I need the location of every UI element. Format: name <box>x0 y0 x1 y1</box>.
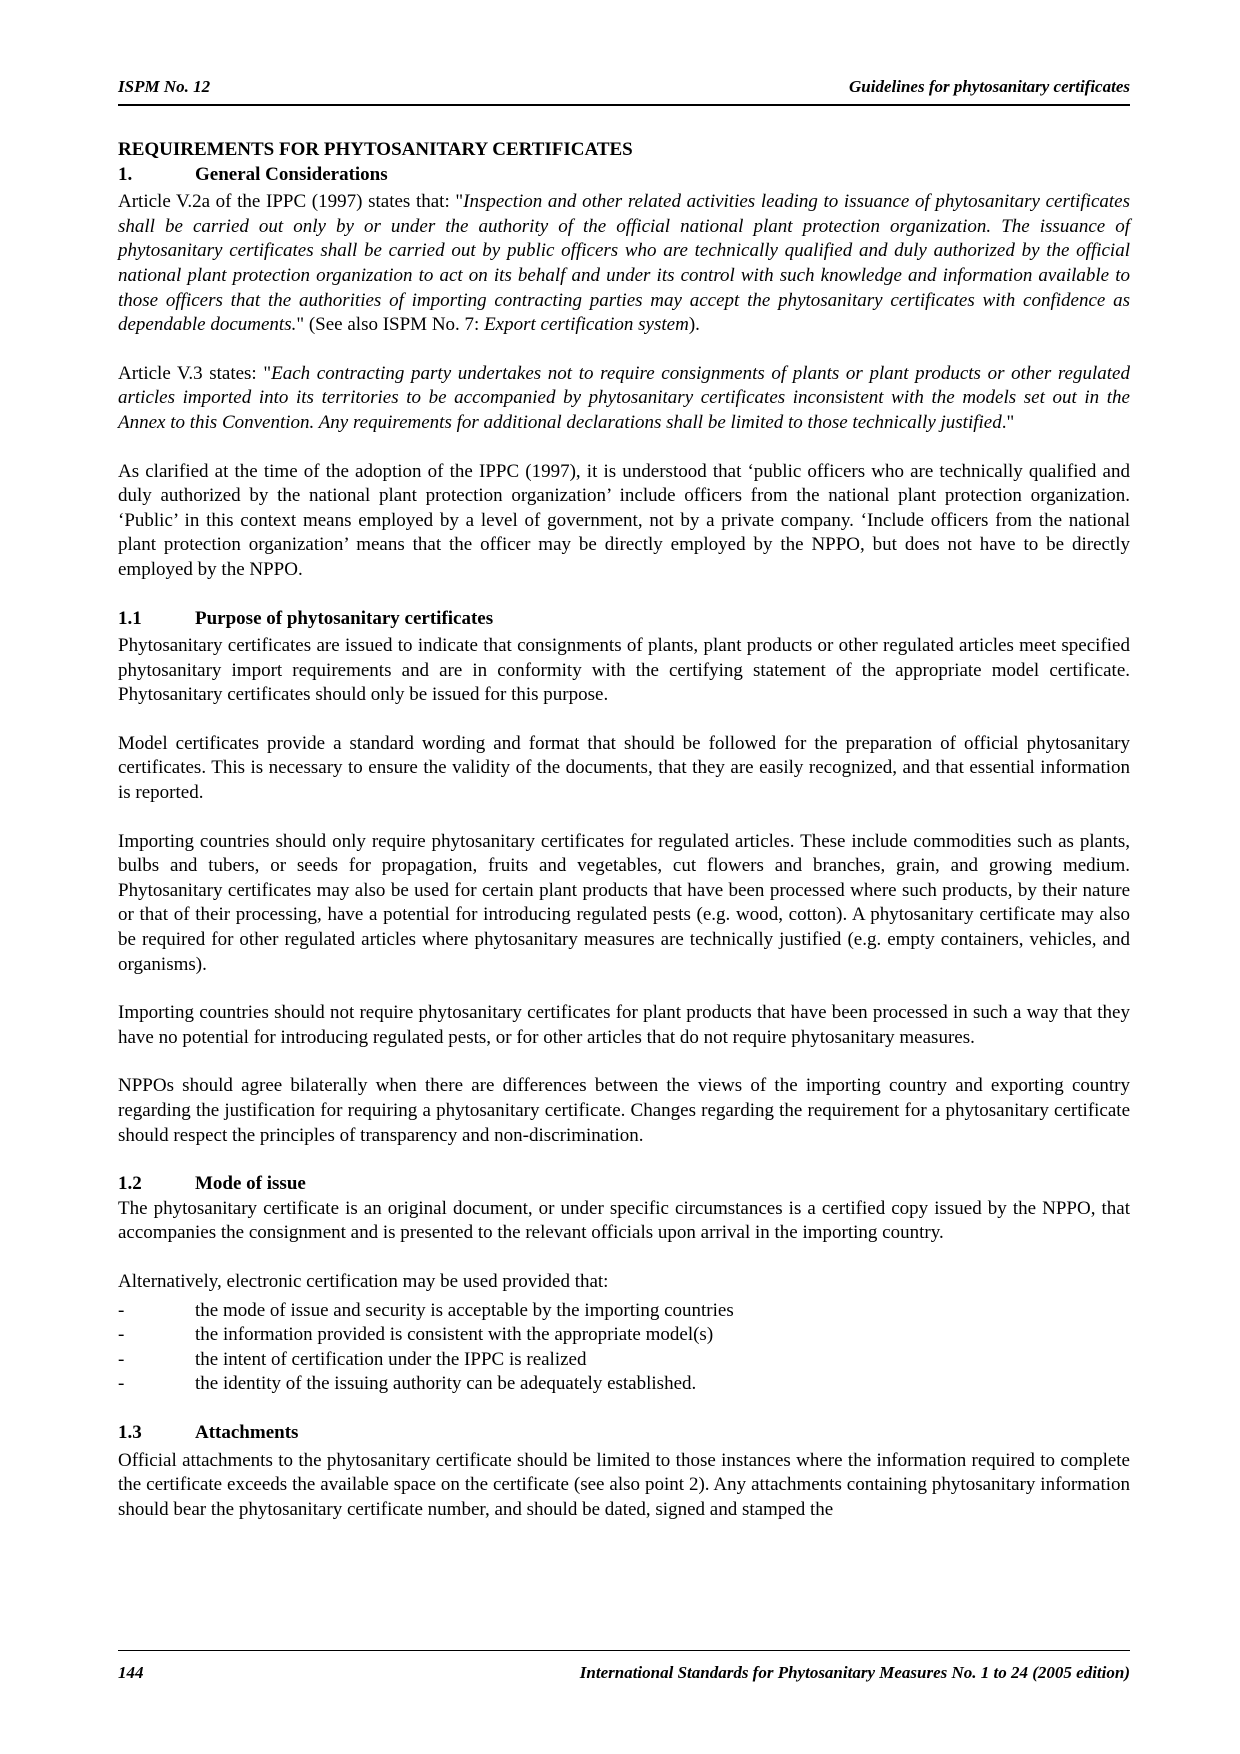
header-standard-number: ISPM No. 12 <box>118 77 211 96</box>
section-heading-1-3 <box>118 1421 1130 1446</box>
running-footer <box>118 1650 1130 1681</box>
bullet-list <box>118 1299 1130 1397</box>
paragraph: Official attachments to the phytosanitary certificate should be limited to those instances where the information required to complete the certificate exceeds the available space on the certificate (see also point 2). Any attachments containing phytosanitary information should bear the phytosanitary certificate number, and should be dated, signed and stamped the <box>118 1449 1130 1520</box>
section-heading-1-2 <box>118 1172 1130 1197</box>
section-heading-1 <box>118 163 1130 188</box>
paragraph: Importing countries should only require phytosanitary certificates for regulated articles. These include commodities such as plants, bulbs and tubers, or seeds for propagation, fruits and vegetables, cut flowers and branches, grain, and growing medium. Phytosanitary certificates may also be used for certain plant products that have been processed where such products, by their nature or that of their processing, have a potential for introducing regulated pests (e.g. wood, cotton). A phytosanitary certificate may also be required for other regulated articles where phytosanitary measures are technically justified (e.g. empty containers, vehicles, and organisms). <box>118 830 1130 975</box>
list-item: - the mode of issue and security is acceptable by the importing countries <box>118 1299 734 1321</box>
paragraph: Alternatively, electronic certification may be used provided that: <box>118 1270 609 1292</box>
section-number: 1.3 <box>118 1421 142 1443</box>
section-title: General Considerations <box>195 163 388 185</box>
paragraph: The phytosanitary certificate is an original document, or under specific circumstances is a certified copy issued by the NPPO, that accompanies the consignment and is presented to the relevant officials upon arrival in the importing country. <box>118 1197 1130 1244</box>
section-number: 1. <box>118 163 133 185</box>
paragraph: Phytosanitary certificates are issued to indicate that consignments of plants, plant products or other regulated articles meet specified phytosanitary import requirements and are in conformity with the certifying statement of the appropriate model certificate. Phytosanitary certificates should only be issued for this purpose. <box>118 635 1130 706</box>
section-heading-1-1 <box>118 607 1130 632</box>
paragraph: Model certificates provide a standard wording and format that should be followed for the preparation of official phytosanitary certificates. This is necessary to ensure the validity of the documents, that they are easily recognized, and that essential information is reported. <box>118 732 1130 804</box>
page-title: REQUIREMENTS FOR PHYTOSANITARY CERTIFICATES <box>118 139 633 160</box>
section-title: Purpose of phytosanitary certificates <box>195 607 494 629</box>
section-title: Attachments <box>195 1421 299 1443</box>
section-title: Mode of issue <box>195 1173 306 1195</box>
paragraph: NPPOs should agree bilaterally when there are differences between the views of the importing country and exporting country regarding the justification for requiring a phytosanitary certificate. Changes regarding the requirement for a phytosanitary certificate should respect the principles of transparency and non-discrimination. <box>118 1075 1130 1146</box>
running-header <box>118 74 1130 106</box>
list-item: - the intent of certification under the IPPC is realized <box>118 1348 587 1370</box>
document-body <box>118 138 1130 1522</box>
section-number: 1.1 <box>118 607 142 629</box>
paragraph-clarification: As clarified at the time of the adoption of the IPPC (1997), it is understood that ‘public officers who are technically qualified and duly authorized by the national plant protection organization’ include officers from the national plant protection organization. ‘Public’ in this context means employed by a level of government, not by a private company. ‘Include officers from the national plant protection organization’ means that the officer may be directly employed by the NPPO, but does not have to be directly employed by the NPPO. <box>118 460 1130 580</box>
publication-title: International Standards for Phytosanitary Measures No. 1 to 24 (2005 edition) <box>579 1663 1130 1682</box>
section-number: 1.2 <box>118 1173 142 1195</box>
paragraph: Importing countries should not require phytosanitary certificates for plant products that have been processed in such a way that they have no potential for introducing regulated pests, or for other articles that do not require phytosanitary measures. <box>118 1002 1130 1048</box>
list-item: - the identity of the issuing authority can be adequately established. <box>118 1373 697 1395</box>
list-item: - the information provided is consistent with the appropriate model(s) <box>118 1324 714 1346</box>
header-standard-title: Guidelines for phytosanitary certificates <box>849 77 1130 96</box>
page-number: 144 <box>118 1663 144 1682</box>
paragraph-article-v2a: Article V.2a of the IPPC (1997) states that: "Inspection and other related activities leading to issuance of phytosanitary certificates shall be carried out only by or under the authority of the official national plant protection organization. The issuance of phytosanitary certificates shall be carried out by public officers who are technically qualified and duly authorized by the official national plant protection organization to act on its behalf and under its control with such knowledge and information available to those officers that the authorities of importing contracting parties may accept the phytosanitary certificates with confidence as dependable documents." (See also ISPM No. 7: Export certification system). <box>118 191 1130 336</box>
paragraph-article-v3: Article V.3 states: "Each contracting party undertakes not to require consignments of plants or plant products or other regulated articles imported into its territories to be accompanied by phytosanitary certificates inconsistent with the models set out in the Annex to this Convention. Any requirements for additional declarations shall be limited to those technically justified." <box>118 362 1130 433</box>
